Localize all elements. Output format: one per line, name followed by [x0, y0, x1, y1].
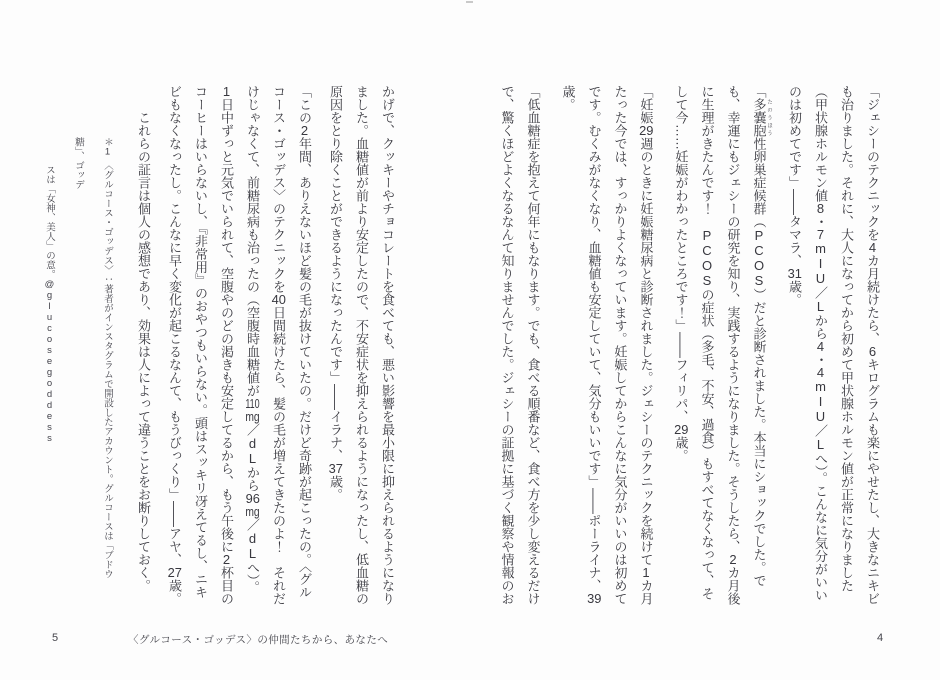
footnote — [35, 137, 122, 599]
running-title: 〈グルコース・ゴッデス〉の仲間たちから、あなたへ — [128, 634, 389, 646]
page-right-body — [485, 85, 886, 605]
center-trim-mark — [466, 1, 473, 3]
testimonial-tamara: 「ジェシーのテクニックを4カ月続けたら、6キログラムも楽にやせたし、大きなニキビも治りました。それに、大人になってから初めて甲状腺ホルモン値が正常になりました（甲状腺ホルモン値8・7mIU／Lから4・4mIU／Lへ）。こんなに気分がいいのは初めてです」――タマラ、31歳。 — [787, 85, 880, 605]
page-number-left: 5 — [52, 632, 59, 644]
testimonial-filipa: 「多嚢胞 たのうほう性卵巣症候群（PCOS）だと診断されました。本当にショックでした。でも、幸運にもジェシーの研究を知り、実践するようになりました。そうしたら、2カ月後に生理がきたんです！ PCOSの症状（多毛、不安、過食）もすべてなくなって、そして今……妊娠がわかったところです！」――フィリパ、29歳。 — [673, 85, 772, 605]
testimonial-hypoglycemia-begin: 「低血糖症を抱えて何年にもなります。でも、食べる順番など、食べ方を少し変えるだけで、驚くほどよくなるなんて知りませんでした。ジェシーの証拠に基づく観察や情報のお — [499, 85, 541, 605]
disclaimer-paragraph: これらの証言は個人の感想であり、効果は人によって違うことをお断りしておく。 — [136, 111, 151, 592]
page-number-right: 4 — [877, 632, 884, 644]
testimonial-ilana-continuation: かげで、クッキーやチョコレートを食べても、悪い影響を最小限に抑えられるようになりました。血糖値が前より安定したので、不安症状を抑えられるようになったし、低血糖の原因をとり除くことができるようになったんです」――イラナ、37歳。 — [328, 85, 395, 605]
testimonial-paulina: 「妊娠29週のときに妊娠糖尿病と診断されました。ジェシーのテクニックを続けて1カ月たった今では、すっかりよくなっています。妊娠してからこんなに気分がいいのは初めてです。むくみがなくなり、血糖値も安定していて、気分もいいです」――ポーライナ、39歳。 — [560, 85, 654, 605]
footnote-line-2: スは「女神、美人」の意。@glucosegoddess — [44, 165, 55, 444]
testimonial-aya: 「この2年間、ありえないほど髪の毛が抜けていたの。だけど奇跡が起こったの。〈グルコース・ゴッデス〉のテクニックを40日間続けたら、髪の毛が増えてきたのよ！ それだけじゃなくて、前糖尿病も治ったの（空腹時血糖値が110mg／dLから96mg／dLへ）。1日中ずっと元気でいられて、空腹やのどの渇きも安定してるから、もう午後に2杯目のコーヒーはいらないし、『非常用』のおやつもいらない。頭はスッキリ冴えてるし、ニキビもなくなったし。こんなに早く変化が起こるなんて、もうびっくり」――アヤ、27歳。 — [167, 85, 312, 605]
footnote-line-1: ＊1 〈グルコース・ゴッデス〉：著者がインスタグラムで開設したアカウント。グルコースは「ブドウ糖」、ゴッデ — [73, 137, 113, 579]
page-left-body — [125, 85, 400, 605]
